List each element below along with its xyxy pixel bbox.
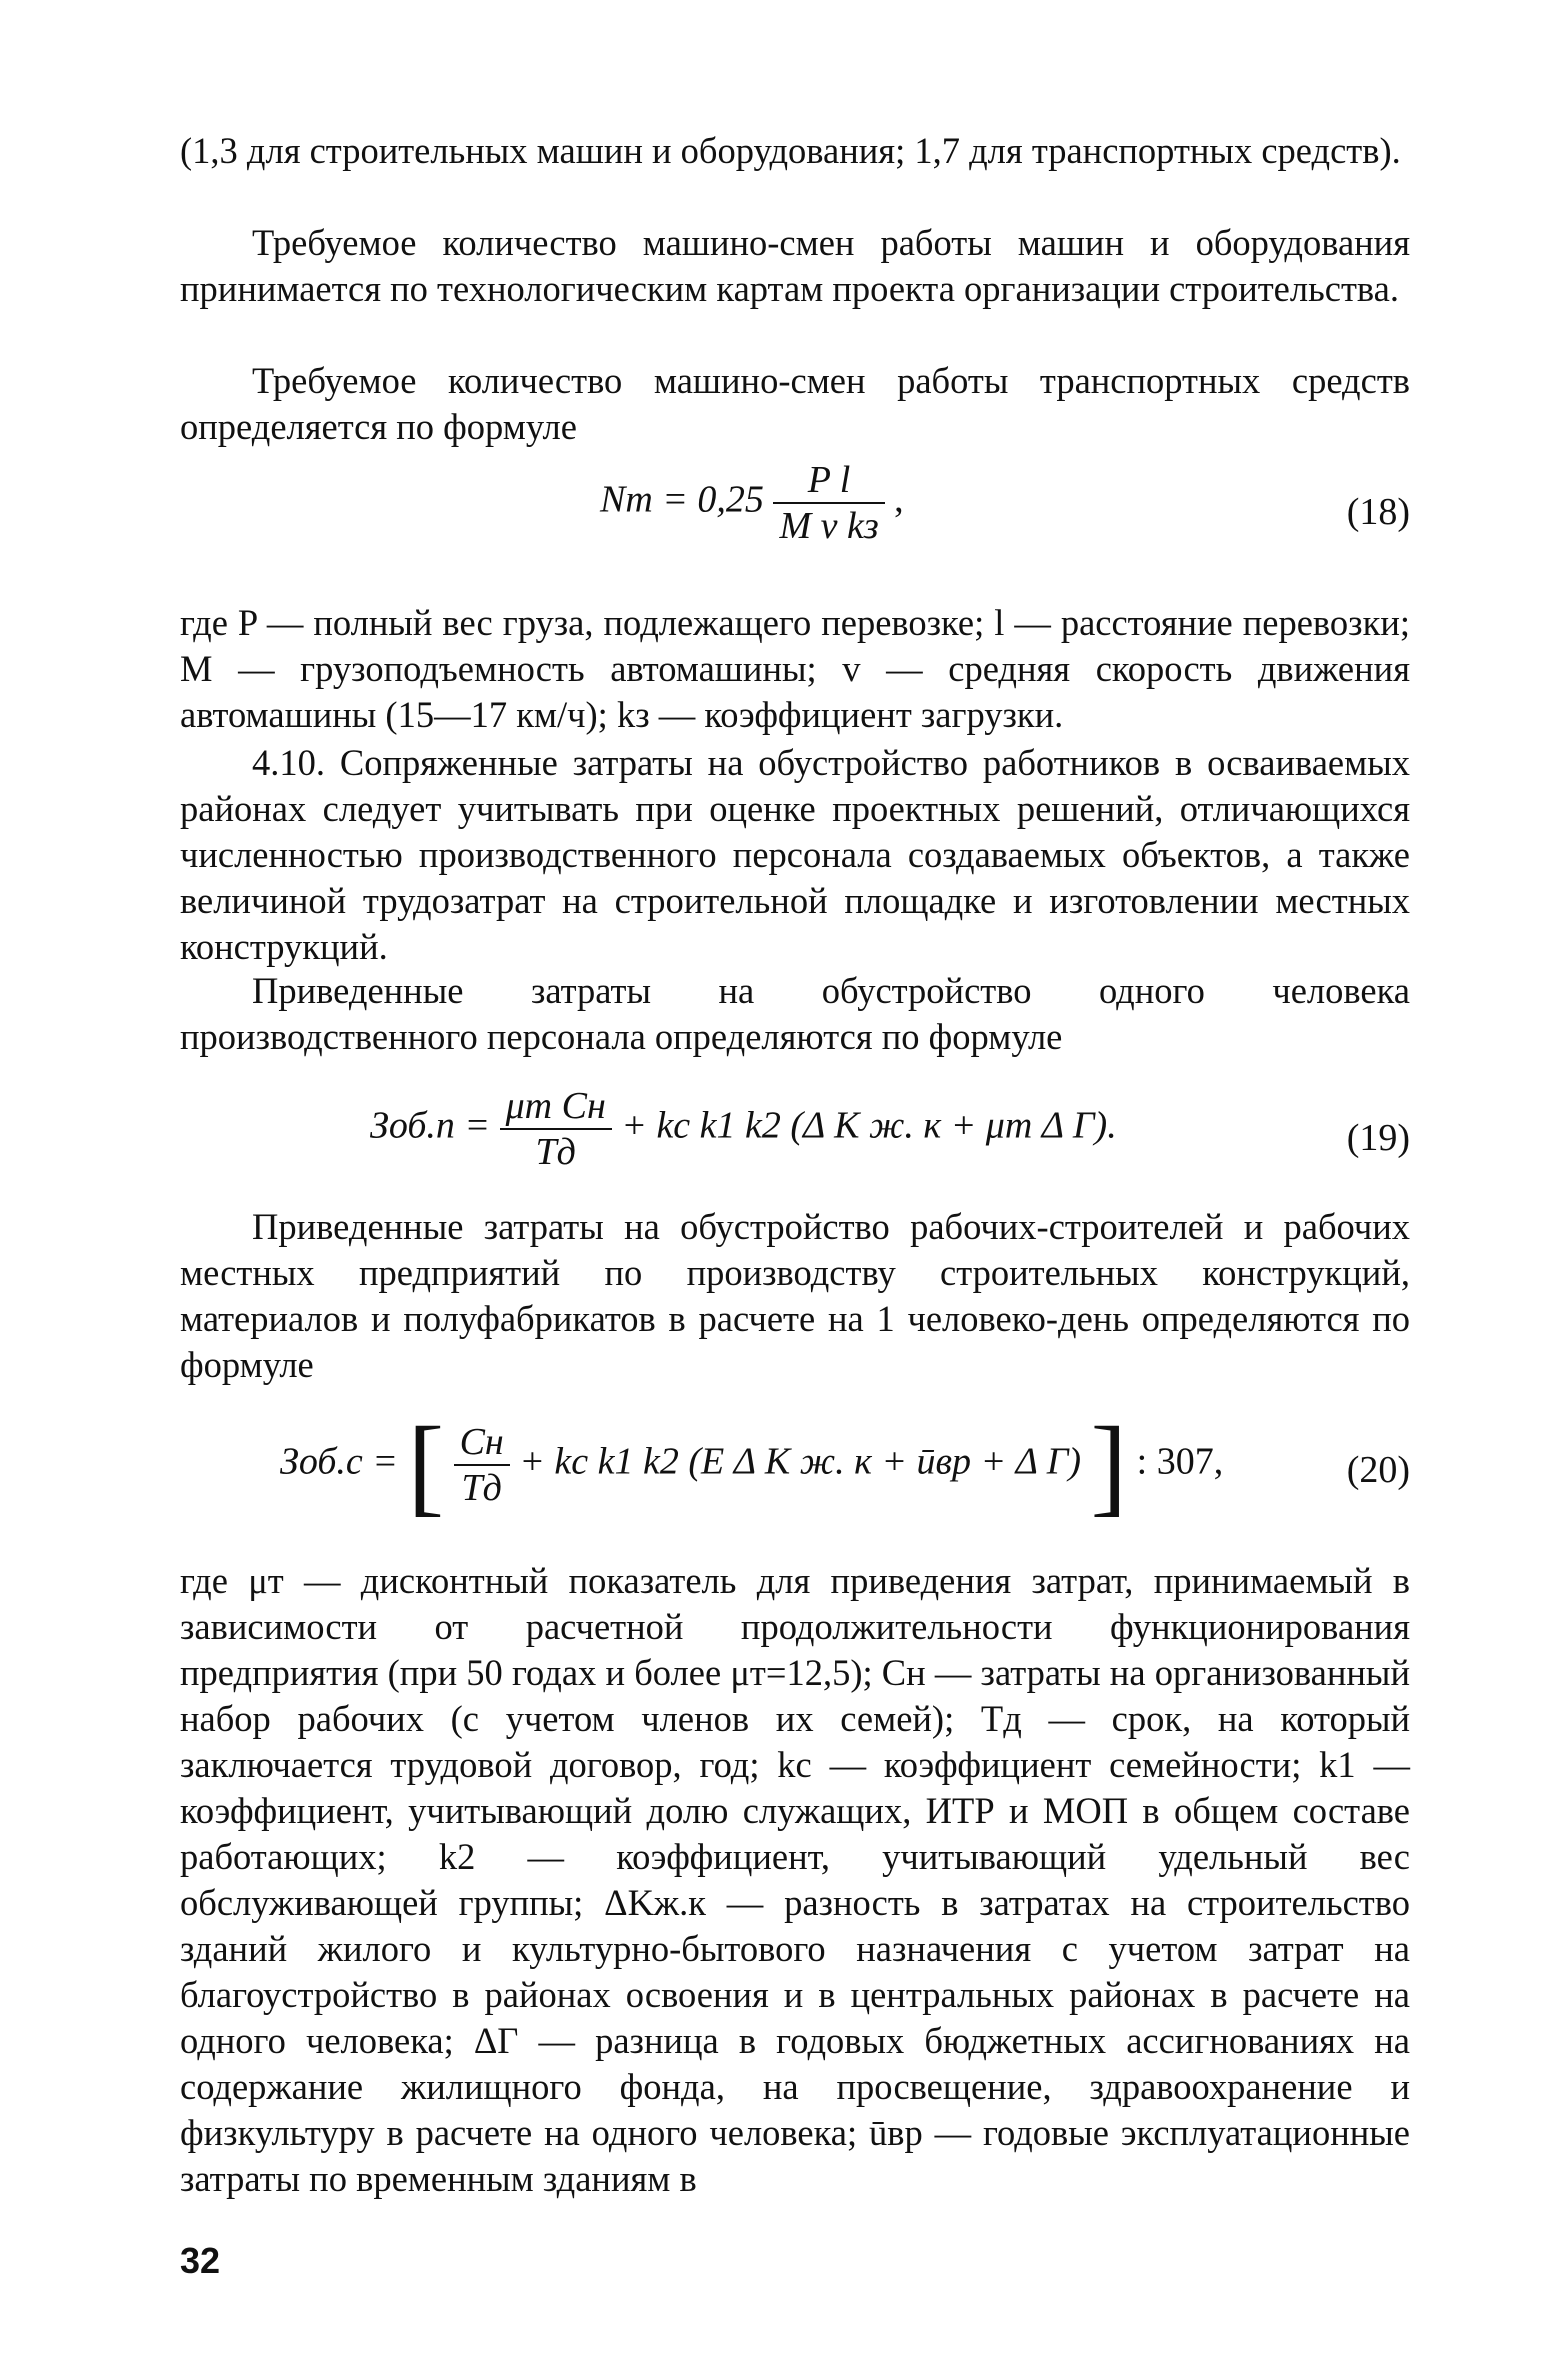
formula-20-tail: : 307, <box>1136 1440 1224 1483</box>
paragraph-machine-shifts: Требуемое количество машино-смен работы машин и оборудования принимается по технологическим картам проекта организации строительства. <box>180 222 1410 309</box>
paragraph-production-staff: Приведенные затраты на обустройство одного человека производственного персонала определяются по формуле <box>180 970 1410 1057</box>
page-number: 32 <box>180 2240 221 2281</box>
formula-20-rest: + kс k1 k2 (E Δ K ж. к + ūвр + Δ Г) <box>519 1440 1082 1483</box>
formula-20-bracket-open: [ <box>407 1404 445 1526</box>
formula-20-fraction <box>454 1420 510 1510</box>
formula-19-lhs: Зоб.п = <box>370 1104 491 1147</box>
formula-18-tail: , <box>894 478 904 521</box>
formula-18 <box>180 458 1410 568</box>
formula-18-fraction <box>773 458 884 548</box>
formula-18-lhs: Nт = 0,25 <box>600 478 764 521</box>
formula-19-numerator: μт Cн <box>500 1084 612 1130</box>
paragraph-construction-workers: Приведенные затраты на обустройство рабочих-строителей и рабочих местных предприятий по производству строительных конструкций, материалов и полуфабрикатов в расчете на 1 человеко-день определяются по формуле <box>180 1206 1410 1385</box>
formula-20-denominator: Tд <box>461 1467 502 1509</box>
formula-20-lhs: Зоб.с = <box>280 1440 398 1483</box>
paragraph-definitions-18: где P — полный вес груза, подлежащего перевозке; l — расстояние перевозки; M — грузоподъемность автомашины; v — средняя скорость движения автомашины (15—17 км/ч); kз — коэффициент загрузки. <box>180 602 1410 735</box>
formula-19-fraction <box>500 1084 612 1174</box>
formula-19-number: (19) <box>1346 1117 1410 1159</box>
formula-20-numerator: Cн <box>454 1420 510 1466</box>
formula-20-bracket-close: ] <box>1090 1404 1128 1526</box>
formula-19-denominator: Tд <box>535 1131 576 1173</box>
formula-20-number: (20) <box>1346 1449 1410 1491</box>
formula-20 <box>180 1404 1410 1530</box>
formula-19 <box>180 1084 1410 1194</box>
formula-18-numerator: P l <box>773 458 884 504</box>
paragraph-transport-shifts: Требуемое количество машино-смен работы транспортных средств определяется по формуле <box>180 360 1410 447</box>
paragraph-continuation: (1,3 для строительных машин и оборудования; 1,7 для транспортных средств). <box>180 130 1401 171</box>
formula-18-number: (18) <box>1346 491 1410 533</box>
paragraph-section-4-10: 4.10. Сопряженные затраты на обустройство работников в осваиваемых районах следует учитывать при оценке проектных решений, отличающихся численностью производственного персонала создаваемых объектов, а также величиной трудозатрат на строительной площадке и изготовлении местных конструкций. <box>180 742 1410 967</box>
formula-19-rest: + kс k1 k2 (Δ K ж. к + μт Δ Г). <box>621 1104 1117 1147</box>
formula-18-denominator: M v kз <box>779 505 879 547</box>
paragraph-definitions-19-20: где μт — дисконтный показатель для приведения затрат, принимаемый в зависимости от расчетной продолжительности функционирования предприятия (при 50 годах и более μт=12,5); Cн — затраты на организованный набор рабочих (с учетом членов их семей); Tд — срок, на который заключается трудовой договор, год; kс — коэффициент семейности; k1 — коэффициент, учитывающий долю служащих, ИТР и МОП в общем составе работающих; k2 — коэффициент, учитывающий удельный вес обслуживающей группы; ΔKж.к — разность в затратах на строительство зданий жилого и культурно-бытового назначения с учетом затрат на благоустройство в районах освоения и в центральных районах в расчете на одного человека; ΔГ — разница в годовых бюджетных ассигнованиях на содержание жилищного фонда, на просвещение, здравоохранение и физкультуру в расчете на одного человека; ūвр — годовые эксплуатационные затраты по временным зданиям в <box>180 1560 1410 2199</box>
